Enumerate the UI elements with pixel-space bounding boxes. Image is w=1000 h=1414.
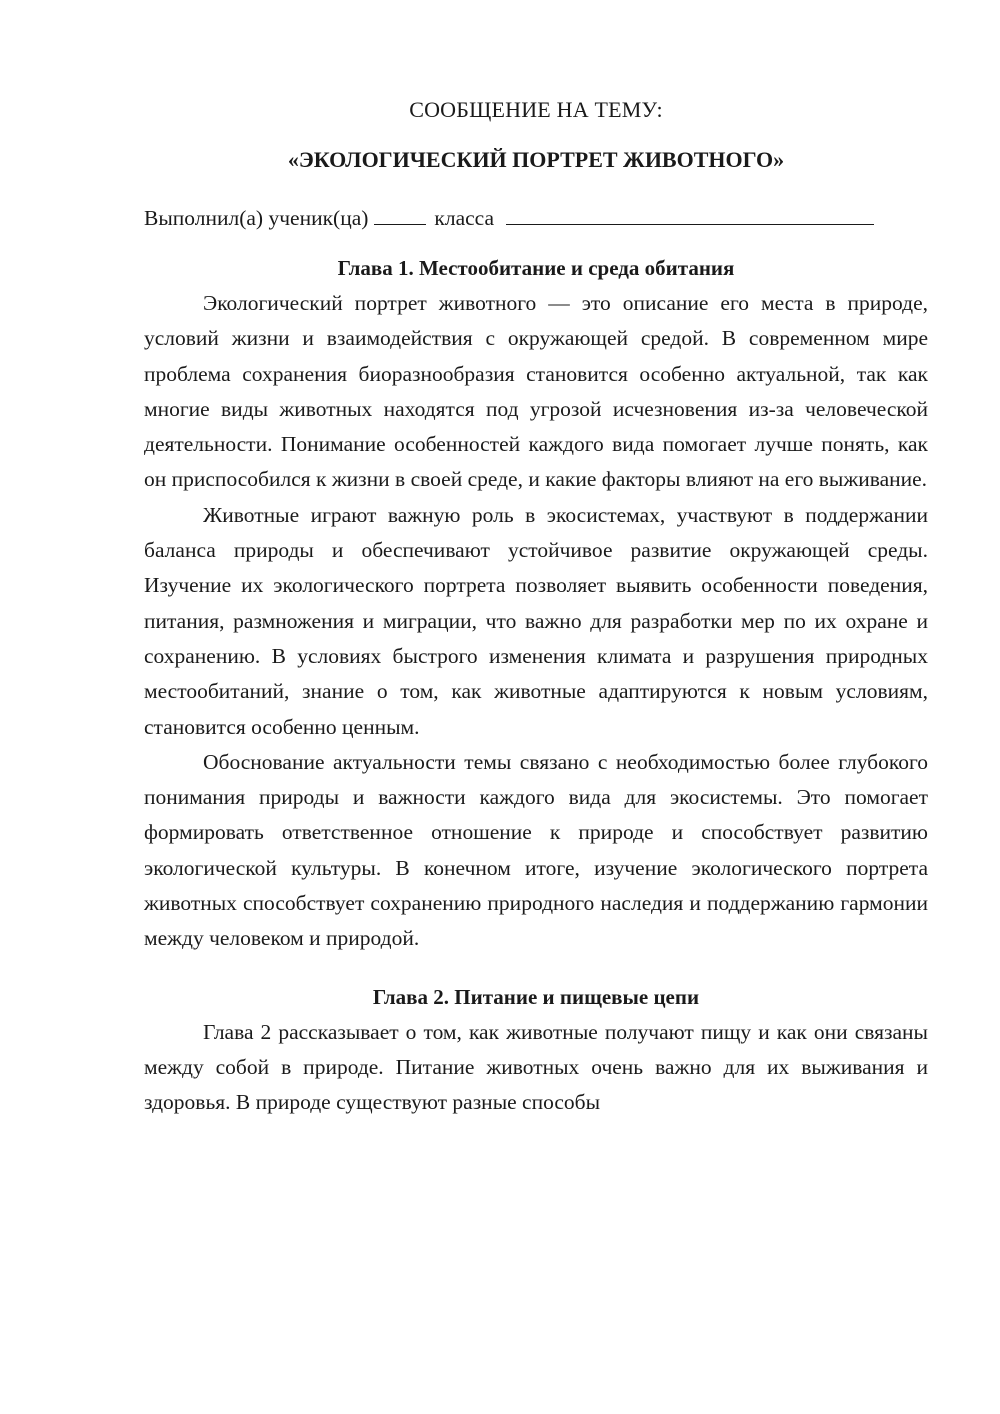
document-title-line-1: СООБЩЕНИЕ НА ТЕМУ: — [409, 97, 663, 122]
document-title-line-2: «ЭКОЛОГИЧЕСКИЙ ПОРТРЕТ ЖИВОТНОГО» — [287, 147, 785, 172]
chapter-1-paragraph-3: Обоснование актуальности темы связано с необходимостью более глубокого понимания природы и важности каждого вида для экосистемы. Это помогает формировать ответственное отношение к природе и способствует развитию экологической культуры. В конечном итоге, изучение экологического портрета животных способствует сохранению природного наследия и поддержанию гармонии между человеком и природой. — [144, 749, 928, 951]
document-page — [144, 92, 928, 1121]
chapter-2-paragraph-1: Глава 2 рассказывает о том, как животные получают пищу и как они связаны между собой в природе. Питание животных очень важно для их выживания и здоровья. В природе существуют разные способы — [144, 1019, 928, 1115]
author-byline — [144, 200, 928, 236]
chapter-1-paragraph-2: Животные играют важную роль в экосистемах, участвуют в поддержании баланса природы и обеспечивают устойчивое развитие окружающей среды. Изучение их экологического портрета позволяет выявить особенности поведения, питания, размножения и миграции, что важно для разработки мер по их охране и сохранению. В условиях быстрого изменения климата и разрушения природных местообитаний, знание о том, как животные адаптируются к новым условиям, становится особенно ценным. — [144, 502, 928, 739]
author-label: Выполнил(а) ученик(ца) — [144, 206, 369, 230]
chapter-1-heading: Глава 1. Местообитание и среда обитания — [337, 256, 735, 280]
author-name-blank — [506, 202, 874, 225]
chapter-1-paragraph-1: Экологический портрет животного — это описание его места в природе, условий жизни и взаимодействия с окружающей средой. В современном мире проблема сохранения биоразнообразия становится особенно актуальной, так как многие виды животных находятся под угрозой исчезновения из-за человеческой деятельности. Понимание особенностей каждого вида помогает лучше понять, как он приспособился к жизни в своей среде, и какие факторы влияют на его выживание. — [144, 291, 928, 492]
class-number-blank — [374, 202, 426, 225]
chapter-2-heading: Глава 2. Питание и пищевые цепи — [372, 984, 700, 1009]
class-label: класса — [434, 206, 495, 230]
